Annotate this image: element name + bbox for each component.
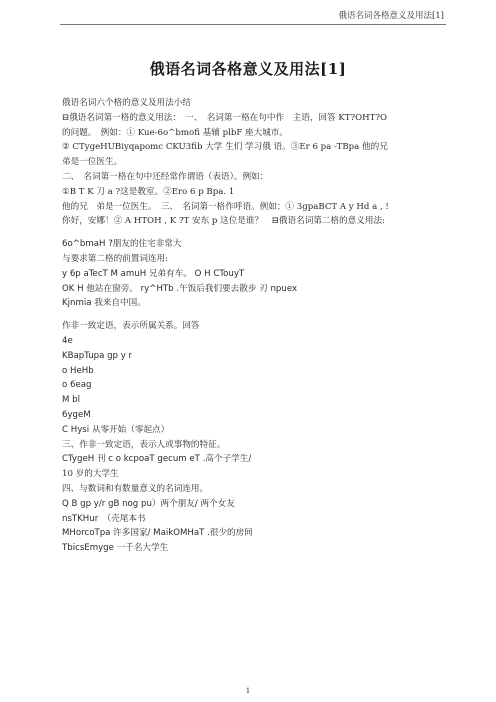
body-line: o 6eag (62, 380, 92, 391)
page-number: 1 (245, 686, 251, 695)
body-line: Kjnmia 我来自中国。 (62, 298, 146, 309)
header-rule (60, 24, 446, 25)
body-line: 10 岁的大学生 (62, 469, 119, 480)
body-line: ② CTygeHUBiyqapomc CKU3fib 大学 生们 学习俄 语。③Er 6 pa -TBpa 他的兄 (62, 142, 388, 153)
document-title: 俄语名词各格意义及用法[1] (149, 60, 347, 78)
body-line: 三、作非一致定语，表示人或事物的特征。 (62, 439, 226, 450)
document-body (62, 96, 450, 556)
body-line: ⊟俄语名词第一格的意义用法： 一、 名词第一格在句中作 主语，回答 KT?OHT?O (62, 112, 388, 123)
body-line: 他的兄 弟是一位医生。 三、 名词第一格作呼语。例如：① 3gpaBCT A y Hd a , ! (62, 201, 389, 212)
body-line: KBapTupa gp y r (62, 350, 133, 361)
body-line: 作非一致定语，表示所属关系。回答 (62, 321, 200, 332)
body-line: TbicsEmyge 一千名大学生 (62, 543, 169, 554)
body-line: 四、与数词和有数量意义的名词连用。 (62, 483, 209, 494)
body-line: ①B T K 刀 a ?这是教室。②Ero 6 p Bpa. 1 (62, 186, 235, 197)
body-line: 的问题。 例如：① Kue-6o^bmofi 基辅 plbF 座大城市。 (62, 127, 288, 138)
body-line: y 6p aTecT M amuH 兄弟有车。 O H CTouyT (62, 268, 245, 279)
body-line: 二、 名词第一格在句中还经常作谓语（表语）。例如： (62, 171, 269, 182)
body-line: 俄语名词六个格的意义及用法小结 (62, 98, 191, 108)
body-line: OK H 他站在窗旁。 ry^HTb .午饭后我们要去散步 刃 npuex (62, 283, 298, 294)
body-line: 弟是一位医生。 (62, 157, 123, 168)
body-line: MHorcoTpa 许多国家/ MaikOMHaT .很少的房间 (62, 528, 253, 539)
body-line: nsTKHur （壳尾本书 (62, 513, 146, 524)
body-line: o HeHb (62, 365, 94, 376)
body-line: 4e (62, 335, 73, 346)
body-line: 6o^bmaH ?朋友的住宅非常大 (62, 239, 182, 250)
body-line: C Hysi 从零开始（零起点） (62, 424, 170, 435)
body-line: 你好，安娜！② A HTOH , K ?T 安东 p 这位是谁？ ⊟俄语名词第二格的意义用法: (62, 216, 385, 227)
body-line: CTygeH 刊 c o kcpoaT gecum eT .高个子学生/ (62, 454, 252, 465)
body-line: 与要求第二格的前置词连用: (62, 253, 169, 264)
body-line: 6ygeM (62, 409, 91, 420)
body-line: M bl (62, 395, 80, 406)
body-line: Q B gp y/r gB nog pu）两个朋友/ 两个女友 (62, 498, 235, 509)
running-header: 俄语名词各格意义及用法[1] (338, 11, 444, 21)
